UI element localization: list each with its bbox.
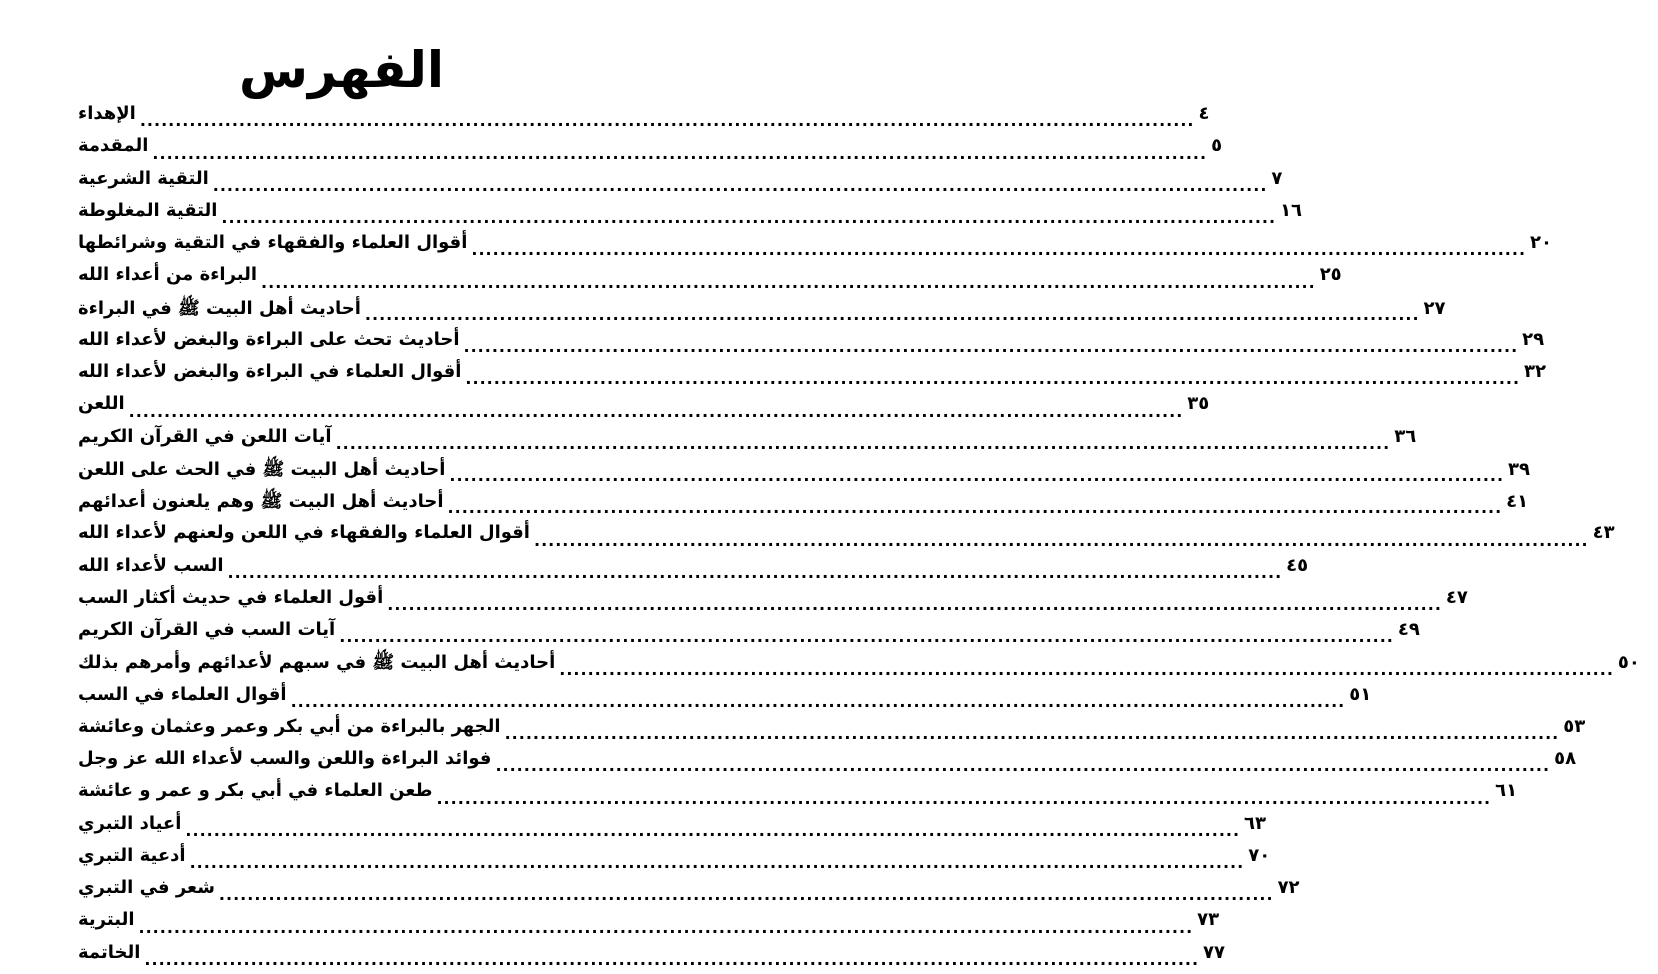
toc-leader-dots	[190, 853, 1245, 873]
toc-leader-dots	[221, 208, 1276, 228]
toc-entry-title: البترية	[78, 909, 135, 931]
toc-entry-page: ٧٢	[1277, 877, 1300, 898]
toc-entry-page: ٤٥	[1286, 554, 1309, 576]
toc-entry-title: الجهر بالبراءة من أبي بكر وعمر وعثمان وعائشة	[78, 715, 501, 737]
toc-entry-page: ٦٣	[1244, 812, 1267, 834]
toc-entry-title: أقوال العلماء في البراءة والبغض لأعداء الله	[78, 361, 462, 382]
toc-leader-dots	[336, 434, 1391, 454]
toc-entry-page: ٥	[1211, 135, 1223, 157]
toc-leader-dots	[365, 305, 1420, 325]
toc-leader-dots	[471, 240, 1526, 260]
toc-entry-page: ٢٧	[1423, 297, 1446, 319]
toc-entry	[78, 458, 1531, 490]
toc-leader-dots	[228, 563, 1283, 583]
toc-leader-dots	[448, 498, 1503, 518]
toc-entry-page: ١٦	[1280, 199, 1303, 221]
toc-entry	[78, 361, 1547, 393]
toc-entry-title: الإهداء	[78, 103, 136, 124]
toc-leader-dots	[139, 918, 1194, 938]
toc-entry-page: ٧	[1271, 167, 1283, 189]
toc-entry-page: ٣٢	[1524, 361, 1547, 382]
toc-entry	[78, 167, 1283, 200]
toc-entry	[78, 748, 1577, 780]
toc-entry-title: أقوال العلماء والفقهاء في التقية وشرائطها	[78, 232, 468, 253]
toc-entry-page: ٤٣	[1592, 522, 1615, 544]
toc-leader-dots	[339, 627, 1394, 647]
toc-entry-title: أحاديث تحث على البراءة والبغض لأعداء الله	[78, 328, 460, 350]
toc-entry-page: ٣٦	[1394, 425, 1417, 447]
toc-entry-page: ٣٥	[1187, 393, 1210, 415]
toc-entry-title: آيات اللعن في القرآن الكريم	[78, 425, 332, 447]
toc-entry	[78, 425, 1417, 458]
toc-entry	[78, 651, 1640, 683]
toc-entry	[78, 877, 1300, 909]
toc-leader-dots	[219, 885, 1274, 905]
toc-leader-dots	[144, 950, 1199, 970]
toc-entry-page: ٢٥	[1319, 264, 1342, 286]
toc-entry-title: طعن العلماء في أبي بكر و عمر و عائشة	[78, 780, 433, 802]
toc-entry	[78, 522, 1615, 554]
table-of-contents	[78, 103, 1640, 974]
toc-entry-title: شعر في التبري	[78, 877, 215, 898]
toc-leader-dots	[449, 466, 1504, 486]
toc-entry	[78, 780, 1518, 812]
toc-entry-title: آيات السب في القرآن الكريم	[78, 619, 336, 640]
toc-entry	[78, 328, 1545, 361]
toc-entry-title: السب لأعداء الله	[78, 554, 224, 576]
toc-entry	[78, 135, 1223, 167]
toc-entry	[78, 264, 1342, 296]
toc-leader-dots	[559, 660, 1614, 680]
toc-entry-page: ٤٩	[1397, 619, 1420, 640]
toc-entry-page: ٧٧	[1203, 941, 1226, 963]
toc-entry	[78, 232, 1553, 264]
toc-leader-dots	[213, 176, 1268, 196]
toc-entry	[78, 619, 1420, 651]
toc-entry-title: أحاديث أهل البيت ﷺ في سبهم لأعدائهم وأمرهم بذلك	[78, 652, 556, 674]
toc-entry-title: أعياد التبري	[78, 812, 182, 834]
toc-entry-page: ٤١	[1506, 491, 1529, 512]
page-title: الفهرس	[238, 41, 444, 99]
toc-entry-title: أقول العلماء في حديث أكثار السب	[78, 586, 384, 608]
toc-entry-page: ٥٠	[1617, 652, 1640, 674]
toc-entry-page: ٧٣	[1197, 909, 1220, 931]
toc-entry	[78, 199, 1303, 232]
toc-leader-dots	[534, 531, 1589, 551]
toc-leader-dots	[465, 369, 1520, 389]
toc-entry	[78, 554, 1309, 587]
toc-entry	[78, 103, 1210, 135]
toc-entry-page: ٥٨	[1554, 748, 1577, 769]
toc-entry-title: أقوال العلماء في السب	[78, 683, 287, 705]
toc-leader-dots	[185, 821, 1240, 841]
toc-entry	[78, 490, 1529, 522]
toc-entry-title: أدعية التبري	[78, 844, 186, 866]
toc-entry-page: ٤٧	[1445, 586, 1468, 608]
toc-entry-title: أحاديث أهل البيت ﷺ وهم يلعنون أعدائهم	[78, 491, 444, 512]
toc-entry	[78, 941, 1226, 974]
toc-entry-title: البراءة من أعداء الله	[78, 264, 258, 286]
toc-leader-dots	[387, 595, 1442, 615]
toc-entry-page: ٤	[1198, 103, 1210, 124]
toc-entry-title: اللعن	[78, 393, 125, 415]
toc-entry-title: أحاديث أهل البيت ﷺ في الحث على اللعن	[78, 458, 446, 480]
toc-entry-page: ٧٠	[1248, 844, 1271, 866]
toc-entry-title: المقدمة	[78, 135, 149, 157]
toc-entry-page: ٥٣	[1563, 715, 1586, 737]
toc-leader-dots	[140, 111, 1195, 131]
toc-entry	[78, 683, 1372, 716]
toc-entry	[78, 909, 1220, 941]
toc-entry-title: التقية الشرعية	[78, 167, 209, 189]
toc-entry-title: فوائد البراءة واللعن والسب لأعداء الله عز وجل	[78, 748, 492, 769]
toc-leader-dots	[129, 402, 1184, 422]
toc-entry-page: ٢٠	[1530, 232, 1553, 253]
toc-leader-dots	[505, 724, 1560, 744]
toc-leader-dots	[152, 144, 1207, 164]
toc-leader-dots	[261, 273, 1316, 293]
toc-entry	[78, 844, 1271, 877]
toc-entry-page: ٣٩	[1508, 458, 1531, 480]
toc-entry	[78, 586, 1468, 619]
toc-entry-page: ٦١	[1495, 780, 1518, 802]
toc-entry	[78, 812, 1267, 845]
toc-leader-dots	[291, 692, 1346, 712]
toc-entry-page: ٢٩	[1522, 328, 1545, 350]
toc-leader-dots	[436, 789, 1491, 809]
toc-entry-title: الخاتمة	[78, 941, 141, 963]
toc-entry-title: أحاديث أهل البيت ﷺ في البراءة	[78, 297, 361, 319]
toc-entry	[78, 715, 1586, 748]
toc-entry-title: التقية المغلوطة	[78, 199, 218, 221]
toc-entry-page: ٥١	[1349, 683, 1372, 705]
toc-entry	[78, 297, 1446, 329]
toc-leader-dots	[464, 337, 1519, 357]
toc-entry	[78, 393, 1210, 425]
toc-entry-title: أقوال العلماء والفقهاء في اللعن ولعنهم لأعداء الله	[78, 522, 530, 544]
toc-leader-dots	[495, 756, 1550, 776]
